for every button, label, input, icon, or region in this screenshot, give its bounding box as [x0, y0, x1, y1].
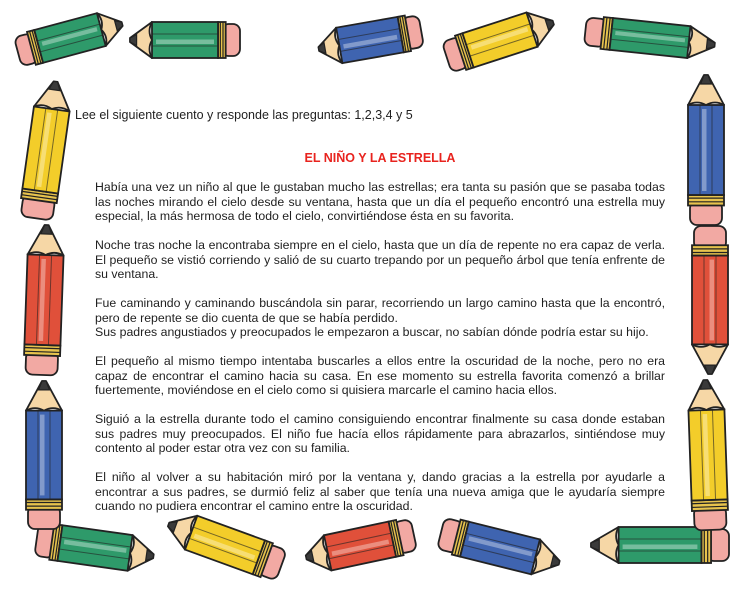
story-title: EL NIÑO Y LA ESTRELLA [304, 151, 456, 165]
pencil-decoration [23, 224, 64, 375]
pencil-decoration [591, 527, 729, 563]
pencil-decoration [441, 6, 559, 75]
pencil-decoration [688, 75, 724, 225]
pencil-decoration [692, 226, 728, 374]
story-paragraph: Siguió a la estrella durante todo el camino consiguiendo encontrar finalmente su casa donde estaban sus padres muy preocupados. El niño fue hacía ellos rápidamente para abrazarlos, sintiéndose muy contento al poder estar otra vez con su familia. [95, 412, 665, 455]
story-paragraph: Noche tras noche la encontraba siempre en el cielo, hasta que un día de repente no era capaz de verla. El pequeño se vistió corriendo y salió de su cuarto trepando por un pequeño árbol que tenía enfrente de su ventana. [95, 238, 665, 281]
story-paragraph: Fue caminando y caminando buscándola sin parar, recorriendo un largo camino hasta que la encontró, pero de repente se dio cuenta de que se había perdido. [95, 296, 665, 325]
story-body [95, 180, 665, 514]
instructions-text: Lee el siguiente cuento y responde las preguntas: 1,2,3,4 y 5 [75, 108, 413, 122]
pencil-decoration [19, 79, 74, 221]
pencil-decoration [130, 22, 240, 58]
pencil-decoration [584, 15, 717, 60]
pencil-decoration [162, 508, 287, 583]
pencil-decoration [13, 8, 126, 69]
pencil-decoration [687, 379, 728, 530]
story-paragraph: El pequeño al mismo tiempo intentaba buscarles a ellos entre la oscuridad de la noche, pero no era capaz de encontrar el camino hacia su casa. En ese momento su estrella favorita comenzó a brillar fuertemente, moviéndose en el cielo como si quisiera marcarle el camino hacia ellos. [95, 354, 665, 397]
pencil-decoration [436, 516, 563, 580]
story-paragraph: Había una vez un niño al que le gustaban mucho las estrellas; era tanta su pasión que se pasaba todas las noches mirando el cielo desde su ventana, hasta que un día el pequeño encontró una estrella muy especial, la más hermosa de todo el cielo, convirtiéndose ésta en su favorita. [95, 180, 665, 223]
story-paragraph: Sus padres angustiados y preocupados le empezaron a buscar, no sabían dónde podría estar su hijo. [95, 325, 649, 339]
pencil-decoration [26, 381, 62, 529]
story-paragraph: El niño al volver a su habitación miró por la ventana y, dando gracias a la estrella por ayudarle a encontrar a sus padres, se durmió feliz al saber que tenía una nueva amiga que le ayudaría siempre cuando no pudiera encontrar el camino entre la oscuridad. [95, 470, 665, 513]
pencil-decoration [316, 13, 425, 67]
pencil-decoration [302, 517, 417, 575]
